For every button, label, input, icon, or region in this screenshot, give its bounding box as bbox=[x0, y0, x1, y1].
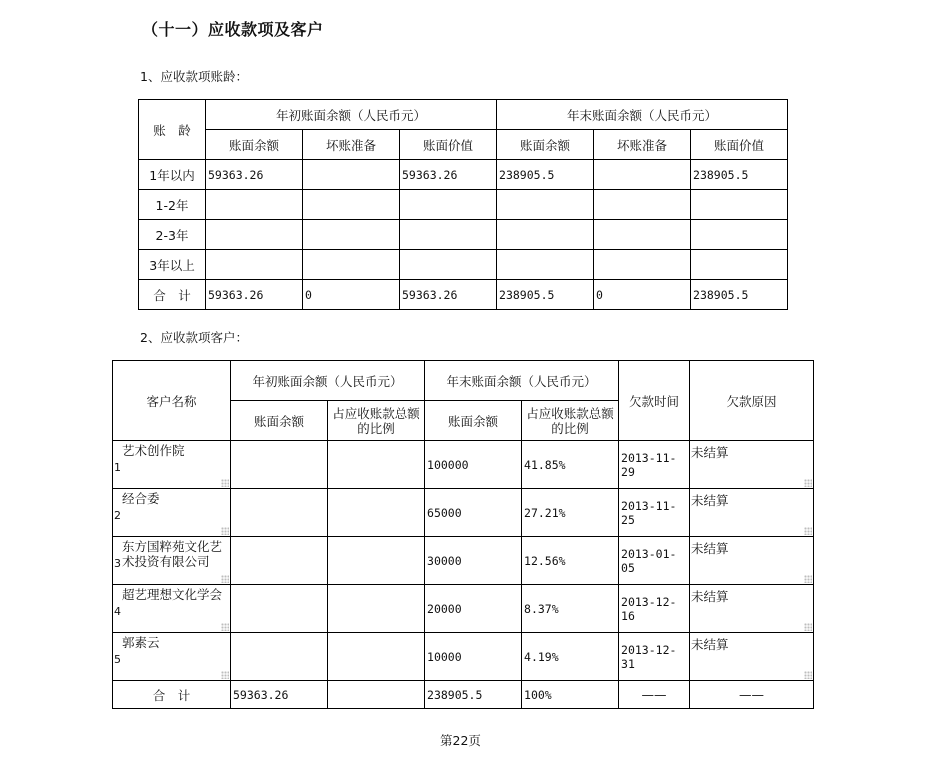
table-cell bbox=[691, 220, 788, 250]
table-cell bbox=[231, 633, 328, 681]
table-cell: 238905.5 bbox=[691, 280, 788, 310]
table-row bbox=[113, 633, 814, 681]
customer-name-cell bbox=[113, 441, 231, 489]
customers-group-start: 年初账面余额（人民币元） bbox=[231, 361, 425, 401]
table-cell: 100000 bbox=[425, 441, 522, 489]
aging-row-label: 1年以内 bbox=[139, 160, 206, 190]
sub-header-ratio: 占应收账款总额的比例 bbox=[522, 401, 619, 441]
table-row bbox=[113, 441, 814, 489]
table-cell bbox=[328, 489, 425, 537]
customers-table bbox=[112, 360, 814, 709]
table-cell: 238905.5 bbox=[691, 160, 788, 190]
resize-grip-icon bbox=[221, 575, 229, 583]
table-cell: 2013-12-31 bbox=[619, 633, 690, 681]
total-label: 合 计 bbox=[113, 681, 231, 709]
aging-row-label: 3年以上 bbox=[139, 250, 206, 280]
customer-name: 艺术创作院 bbox=[122, 443, 185, 458]
col-debt-time: 欠款时间 bbox=[619, 361, 690, 441]
table-cell bbox=[328, 681, 425, 709]
table-cell: 59363.26 bbox=[206, 280, 303, 310]
resize-grip-icon bbox=[804, 575, 812, 583]
table-cell: 30000 bbox=[425, 537, 522, 585]
page-number: 第22页 bbox=[440, 733, 481, 748]
aging-sub-header: 坏账准备 bbox=[303, 130, 400, 160]
table-cell bbox=[691, 250, 788, 280]
table-cell bbox=[231, 489, 328, 537]
table-cell bbox=[400, 190, 497, 220]
row-index: 2 bbox=[114, 509, 121, 522]
table-cell: 238905.5 bbox=[497, 160, 594, 190]
table-cell: 8.37% bbox=[522, 585, 619, 633]
customer-name: 经合委 bbox=[122, 491, 160, 506]
table-cell bbox=[206, 220, 303, 250]
sub-header-ratio: 占应收账款总额的比例 bbox=[328, 401, 425, 441]
aging-sub-header: 账面余额 bbox=[206, 130, 303, 160]
table-cell bbox=[303, 250, 400, 280]
aging-sub-header: 坏账准备 bbox=[594, 130, 691, 160]
table-cell bbox=[328, 441, 425, 489]
table-cell bbox=[328, 537, 425, 585]
table-cell bbox=[594, 250, 691, 280]
table-cell: 0 bbox=[594, 280, 691, 310]
customer-name-cell bbox=[113, 585, 231, 633]
table-cell: 2013-01-05 bbox=[619, 537, 690, 585]
reason-cell bbox=[690, 489, 814, 537]
table-row-total bbox=[139, 280, 788, 310]
table-row bbox=[113, 585, 814, 633]
table-cell bbox=[497, 190, 594, 220]
table-cell: 2013-12-16 bbox=[619, 585, 690, 633]
aging-group-start: 年初账面余额（人民币元） bbox=[206, 100, 497, 130]
table-cell: —— bbox=[619, 681, 690, 709]
table-cell bbox=[400, 220, 497, 250]
table-cell: 12.56% bbox=[522, 537, 619, 585]
table-cell: 4.19% bbox=[522, 633, 619, 681]
aging-col-age: 账 龄 bbox=[139, 100, 206, 160]
table-cell bbox=[594, 220, 691, 250]
table-cell bbox=[328, 585, 425, 633]
aging-subtitle: 1、应收款项账龄： bbox=[140, 69, 248, 84]
customer-name-cell bbox=[113, 537, 231, 585]
table-row-total bbox=[113, 681, 814, 709]
aging-row-label: 1-2年 bbox=[139, 190, 206, 220]
table-cell: 65000 bbox=[425, 489, 522, 537]
customer-name-cell bbox=[113, 489, 231, 537]
table-cell: 0 bbox=[303, 280, 400, 310]
table-cell bbox=[303, 190, 400, 220]
debt-reason: 未结算 bbox=[691, 589, 729, 604]
section-title: （十一）应收款项及客户 bbox=[142, 20, 324, 39]
table-cell bbox=[497, 220, 594, 250]
table-cell: 10000 bbox=[425, 633, 522, 681]
customers-subtitle: 2、应收款项客户： bbox=[140, 330, 248, 345]
table-cell: 59363.26 bbox=[231, 681, 328, 709]
table-cell bbox=[231, 537, 328, 585]
debt-reason: 未结算 bbox=[691, 493, 729, 508]
customer-name: 超艺理想文化学会 bbox=[122, 587, 223, 602]
table-cell: 238905.5 bbox=[425, 681, 522, 709]
resize-grip-icon bbox=[221, 671, 229, 679]
aging-sub-header: 账面余额 bbox=[497, 130, 594, 160]
table-cell: 238905.5 bbox=[497, 280, 594, 310]
table-cell bbox=[231, 585, 328, 633]
sub-header-balance: 账面余额 bbox=[231, 401, 328, 441]
debt-reason: 未结算 bbox=[691, 637, 729, 652]
table-cell: 41.85% bbox=[522, 441, 619, 489]
col-debt-reason: 欠款原因 bbox=[690, 361, 814, 441]
table-cell bbox=[594, 190, 691, 220]
table-cell: 20000 bbox=[425, 585, 522, 633]
table-cell: 100% bbox=[522, 681, 619, 709]
table-cell bbox=[497, 250, 594, 280]
resize-grip-icon bbox=[804, 527, 812, 535]
row-index: 3 bbox=[114, 557, 121, 570]
aging-sub-header: 账面价值 bbox=[691, 130, 788, 160]
table-row bbox=[113, 489, 814, 537]
row-index: 1 bbox=[114, 461, 121, 474]
row-index: 4 bbox=[114, 605, 121, 618]
aging-table bbox=[138, 99, 788, 310]
reason-cell bbox=[690, 585, 814, 633]
customers-group-end: 年末账面余额（人民币元） bbox=[425, 361, 619, 401]
table-cell bbox=[303, 220, 400, 250]
col-customer-name: 客户名称 bbox=[113, 361, 231, 441]
table-cell bbox=[691, 190, 788, 220]
reason-cell bbox=[690, 441, 814, 489]
table-cell bbox=[328, 633, 425, 681]
table-cell bbox=[231, 441, 328, 489]
reason-cell bbox=[690, 633, 814, 681]
table-cell bbox=[594, 160, 691, 190]
resize-grip-icon bbox=[804, 479, 812, 487]
resize-grip-icon bbox=[221, 479, 229, 487]
table-cell: 27.21% bbox=[522, 489, 619, 537]
table-row bbox=[139, 250, 788, 280]
table-cell: 59363.26 bbox=[400, 280, 497, 310]
table-cell: 2013-11-29 bbox=[619, 441, 690, 489]
reason-cell bbox=[690, 537, 814, 585]
table-cell: 59363.26 bbox=[400, 160, 497, 190]
table-row bbox=[113, 537, 814, 585]
customer-name: 郭素云 bbox=[122, 635, 160, 650]
table-row bbox=[139, 220, 788, 250]
debt-reason: 未结算 bbox=[691, 541, 729, 556]
table-row bbox=[139, 190, 788, 220]
resize-grip-icon bbox=[804, 671, 812, 679]
resize-grip-icon bbox=[221, 527, 229, 535]
table-cell bbox=[303, 160, 400, 190]
aging-row-label: 合 计 bbox=[139, 280, 206, 310]
customer-name-cell bbox=[113, 633, 231, 681]
row-index: 5 bbox=[114, 653, 121, 666]
debt-reason: 未结算 bbox=[691, 445, 729, 460]
resize-grip-icon bbox=[221, 623, 229, 631]
resize-grip-icon bbox=[804, 623, 812, 631]
table-cell: 59363.26 bbox=[206, 160, 303, 190]
table-cell bbox=[206, 190, 303, 220]
aging-sub-header: 账面价值 bbox=[400, 130, 497, 160]
table-cell bbox=[206, 250, 303, 280]
sub-header-balance: 账面余额 bbox=[425, 401, 522, 441]
table-cell: 2013-11-25 bbox=[619, 489, 690, 537]
table-row bbox=[139, 160, 788, 190]
aging-group-end: 年末账面余额（人民币元） bbox=[497, 100, 788, 130]
aging-row-label: 2-3年 bbox=[139, 220, 206, 250]
customer-name: 东方国粹苑文化艺术投资有限公司 bbox=[122, 539, 223, 569]
table-cell bbox=[400, 250, 497, 280]
table-cell: —— bbox=[690, 681, 814, 709]
